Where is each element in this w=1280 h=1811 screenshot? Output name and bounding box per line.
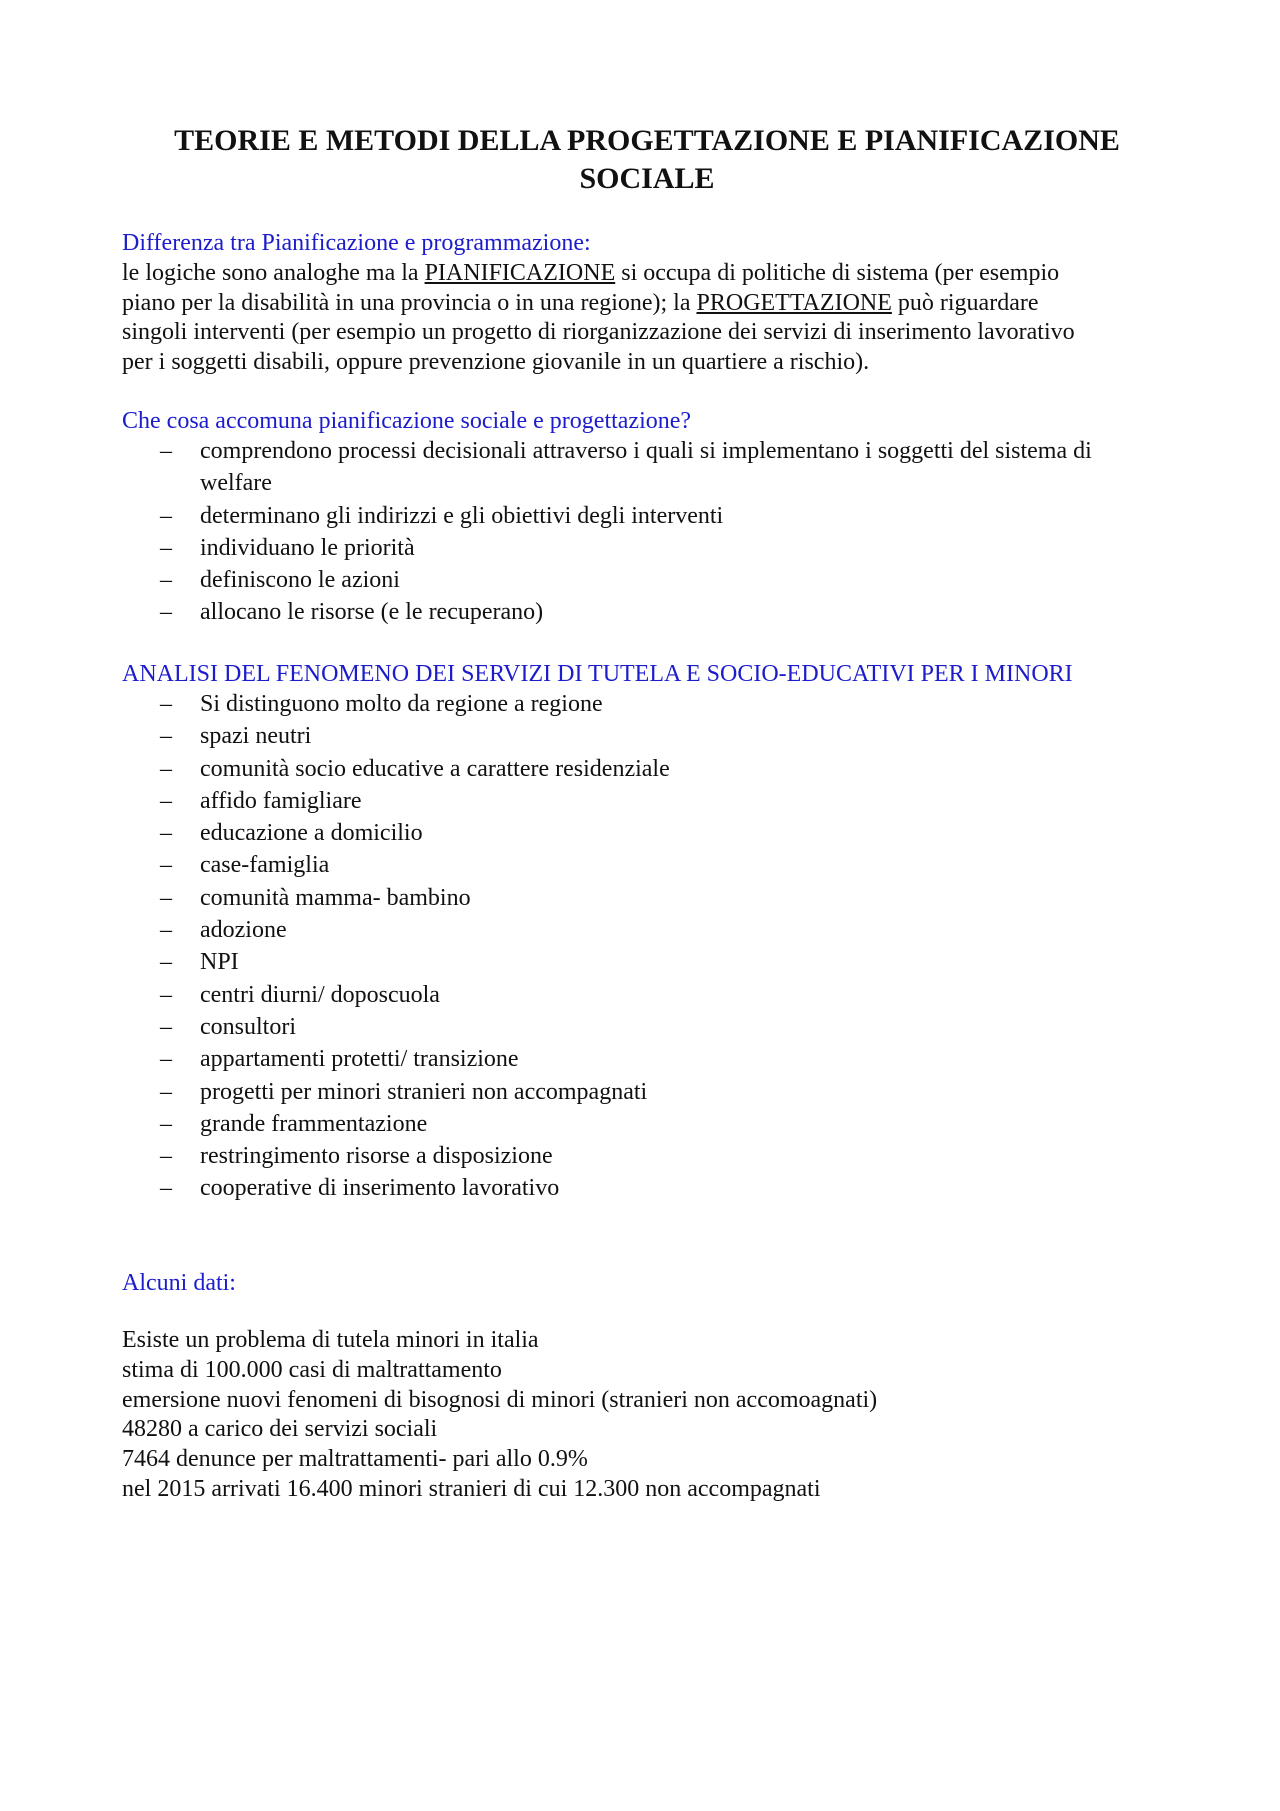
list-item-text: cooperative di inserimento lavorativo: [200, 1175, 560, 1202]
underlined-term-pianificazione: PIANIFICAZIONE: [424, 260, 616, 286]
title-line-2: SOCIALE: [579, 162, 715, 195]
list-item: [122, 914, 1172, 946]
list-item-text: individuano le priorità: [200, 534, 415, 561]
dash-bullet: –: [160, 1013, 172, 1040]
title-line-1: TEORIE E METODI DELLA PROGETTAZIONE E PIANIFICAZIONE: [174, 124, 1120, 157]
text-run: le logiche sono analoghe ma la: [122, 260, 425, 286]
dash-bullet: –: [160, 567, 172, 594]
list-item-text: spazi neutri: [200, 723, 312, 750]
list-servizi-minori: [122, 688, 1172, 1205]
list-item-text: Si distinguono molto da regione a regione: [200, 691, 603, 717]
list-item-text: allocano le risorse (e le recuperano): [200, 599, 544, 626]
dash-bullet: –: [160, 599, 172, 626]
data-line: 48280 a carico dei servizi sociali: [122, 1416, 438, 1443]
list-item-text: comprendono processi decisionali attraverso i quali si implementano i soggetti del sistema di: [200, 438, 1092, 464]
dash-bullet: –: [160, 1078, 172, 1105]
list-item: [122, 688, 1172, 720]
list-item: [122, 946, 1172, 978]
list-item-text: appartamenti protetti/ transizione: [200, 1046, 519, 1073]
section-heading-analisi: ANALISI DEL FENOMENO DEI SERVIZI DI TUTELA E SOCIO-EDUCATIVI PER I MINORI: [122, 661, 1073, 687]
list-item: [122, 1011, 1172, 1043]
list-item: [122, 849, 1172, 881]
dash-bullet: –: [160, 820, 172, 847]
list-item-text: definiscono le azioni: [200, 567, 400, 594]
underlined-term-progettazione: PROGETTAZIONE: [696, 289, 892, 316]
data-line: stima di 100.000 casi di maltrattamento: [122, 1356, 502, 1383]
dash-bullet: –: [160, 691, 172, 717]
list-accomuna: [122, 435, 1172, 629]
paragraph-line: [122, 259, 1172, 289]
dash-bullet: –: [160, 502, 172, 529]
list-item-text: NPI: [200, 949, 239, 976]
dash-bullet: –: [160, 884, 172, 911]
list-item-text: comunità mamma- bambino: [200, 884, 471, 911]
list-item: [122, 564, 1172, 596]
dash-bullet: –: [160, 1110, 172, 1137]
dash-bullet: –: [160, 723, 172, 750]
list-item: [122, 500, 1172, 532]
list-item: [122, 785, 1172, 817]
paragraph-line: [122, 289, 1172, 319]
list-item: [122, 1108, 1172, 1140]
list-item-text: comunità socio educative a carattere residenziale: [200, 755, 670, 782]
list-item-text: determinano gli indirizzi e gli obiettivi degli interventi: [200, 502, 724, 529]
list-item-text-continued: welfare: [200, 470, 272, 497]
dash-bullet: –: [160, 949, 172, 976]
dash-bullet: –: [160, 534, 172, 561]
dash-bullet: –: [160, 1143, 172, 1170]
dash-bullet: –: [160, 852, 172, 879]
list-item-text: centri diurni/ doposcuola: [200, 981, 440, 1008]
list-item: [122, 882, 1172, 914]
list-item: [122, 1172, 1172, 1204]
data-line: Esiste un problema di tutela minori in italia: [122, 1327, 539, 1353]
paragraph-line: per i soggetti disabili, oppure prevenzione giovanile in un quartiere a rischio).: [122, 348, 870, 375]
list-item-text: consultori: [200, 1013, 296, 1040]
list-item: [122, 1043, 1172, 1075]
data-lines: [122, 1326, 877, 1505]
section-heading-accomuna: Che cosa accomuna pianificazione sociale e progettazione?: [122, 408, 692, 434]
paragraph-line: singoli interventi (per esempio un progetto di riorganizzazione dei servizi di inserimento lavorativo: [122, 319, 1075, 345]
dash-bullet: –: [160, 438, 172, 464]
dash-bullet: –: [160, 787, 172, 814]
text-run: può riguardare: [891, 289, 1039, 316]
list-item-text: case-famiglia: [200, 852, 330, 879]
list-item: [122, 435, 1172, 500]
list-item-text: grande frammentazione: [200, 1110, 428, 1137]
data-line: nel 2015 arrivati 16.400 minori stranieri di cui 12.300 non accompagnati: [122, 1475, 821, 1502]
data-line: emersione nuovi fenomeni di bisognosi di minori (stranieri non accomoagnati): [122, 1386, 878, 1413]
dash-bullet: –: [160, 981, 172, 1008]
list-item: [122, 596, 1172, 628]
list-item: [122, 979, 1172, 1011]
section-paragraph-differenza: [122, 259, 1172, 377]
dash-bullet: –: [160, 1046, 172, 1073]
text-run: piano per la disabilità in una provincia o in una regione); la: [122, 289, 697, 316]
list-item: [122, 532, 1172, 564]
list-item-text: adozione: [200, 917, 287, 944]
list-item: [122, 753, 1172, 785]
list-item-text: affido famigliare: [200, 787, 362, 814]
list-item: [122, 1140, 1172, 1172]
text-run: si occupa di politiche di sistema (per esempio: [615, 260, 1060, 286]
section-heading-dati: Alcuni dati:: [122, 1270, 236, 1296]
section-heading-differenza: Differenza tra Pianificazione e programmazione:: [122, 230, 591, 256]
list-item-text: educazione a domicilio: [200, 820, 423, 847]
list-item-text: progetti per minori stranieri non accompagnati: [200, 1078, 648, 1105]
data-line: 7464 denunce per maltrattamenti- pari allo 0.9%: [122, 1446, 588, 1473]
list-item-text: restringimento risorse a disposizione: [200, 1143, 553, 1170]
dash-bullet: –: [160, 1175, 172, 1202]
dash-bullet: –: [160, 917, 172, 944]
dash-bullet: –: [160, 755, 172, 782]
list-item: [122, 720, 1172, 752]
list-item: [122, 817, 1172, 849]
list-item: [122, 1076, 1172, 1108]
document-title: [122, 122, 1172, 198]
